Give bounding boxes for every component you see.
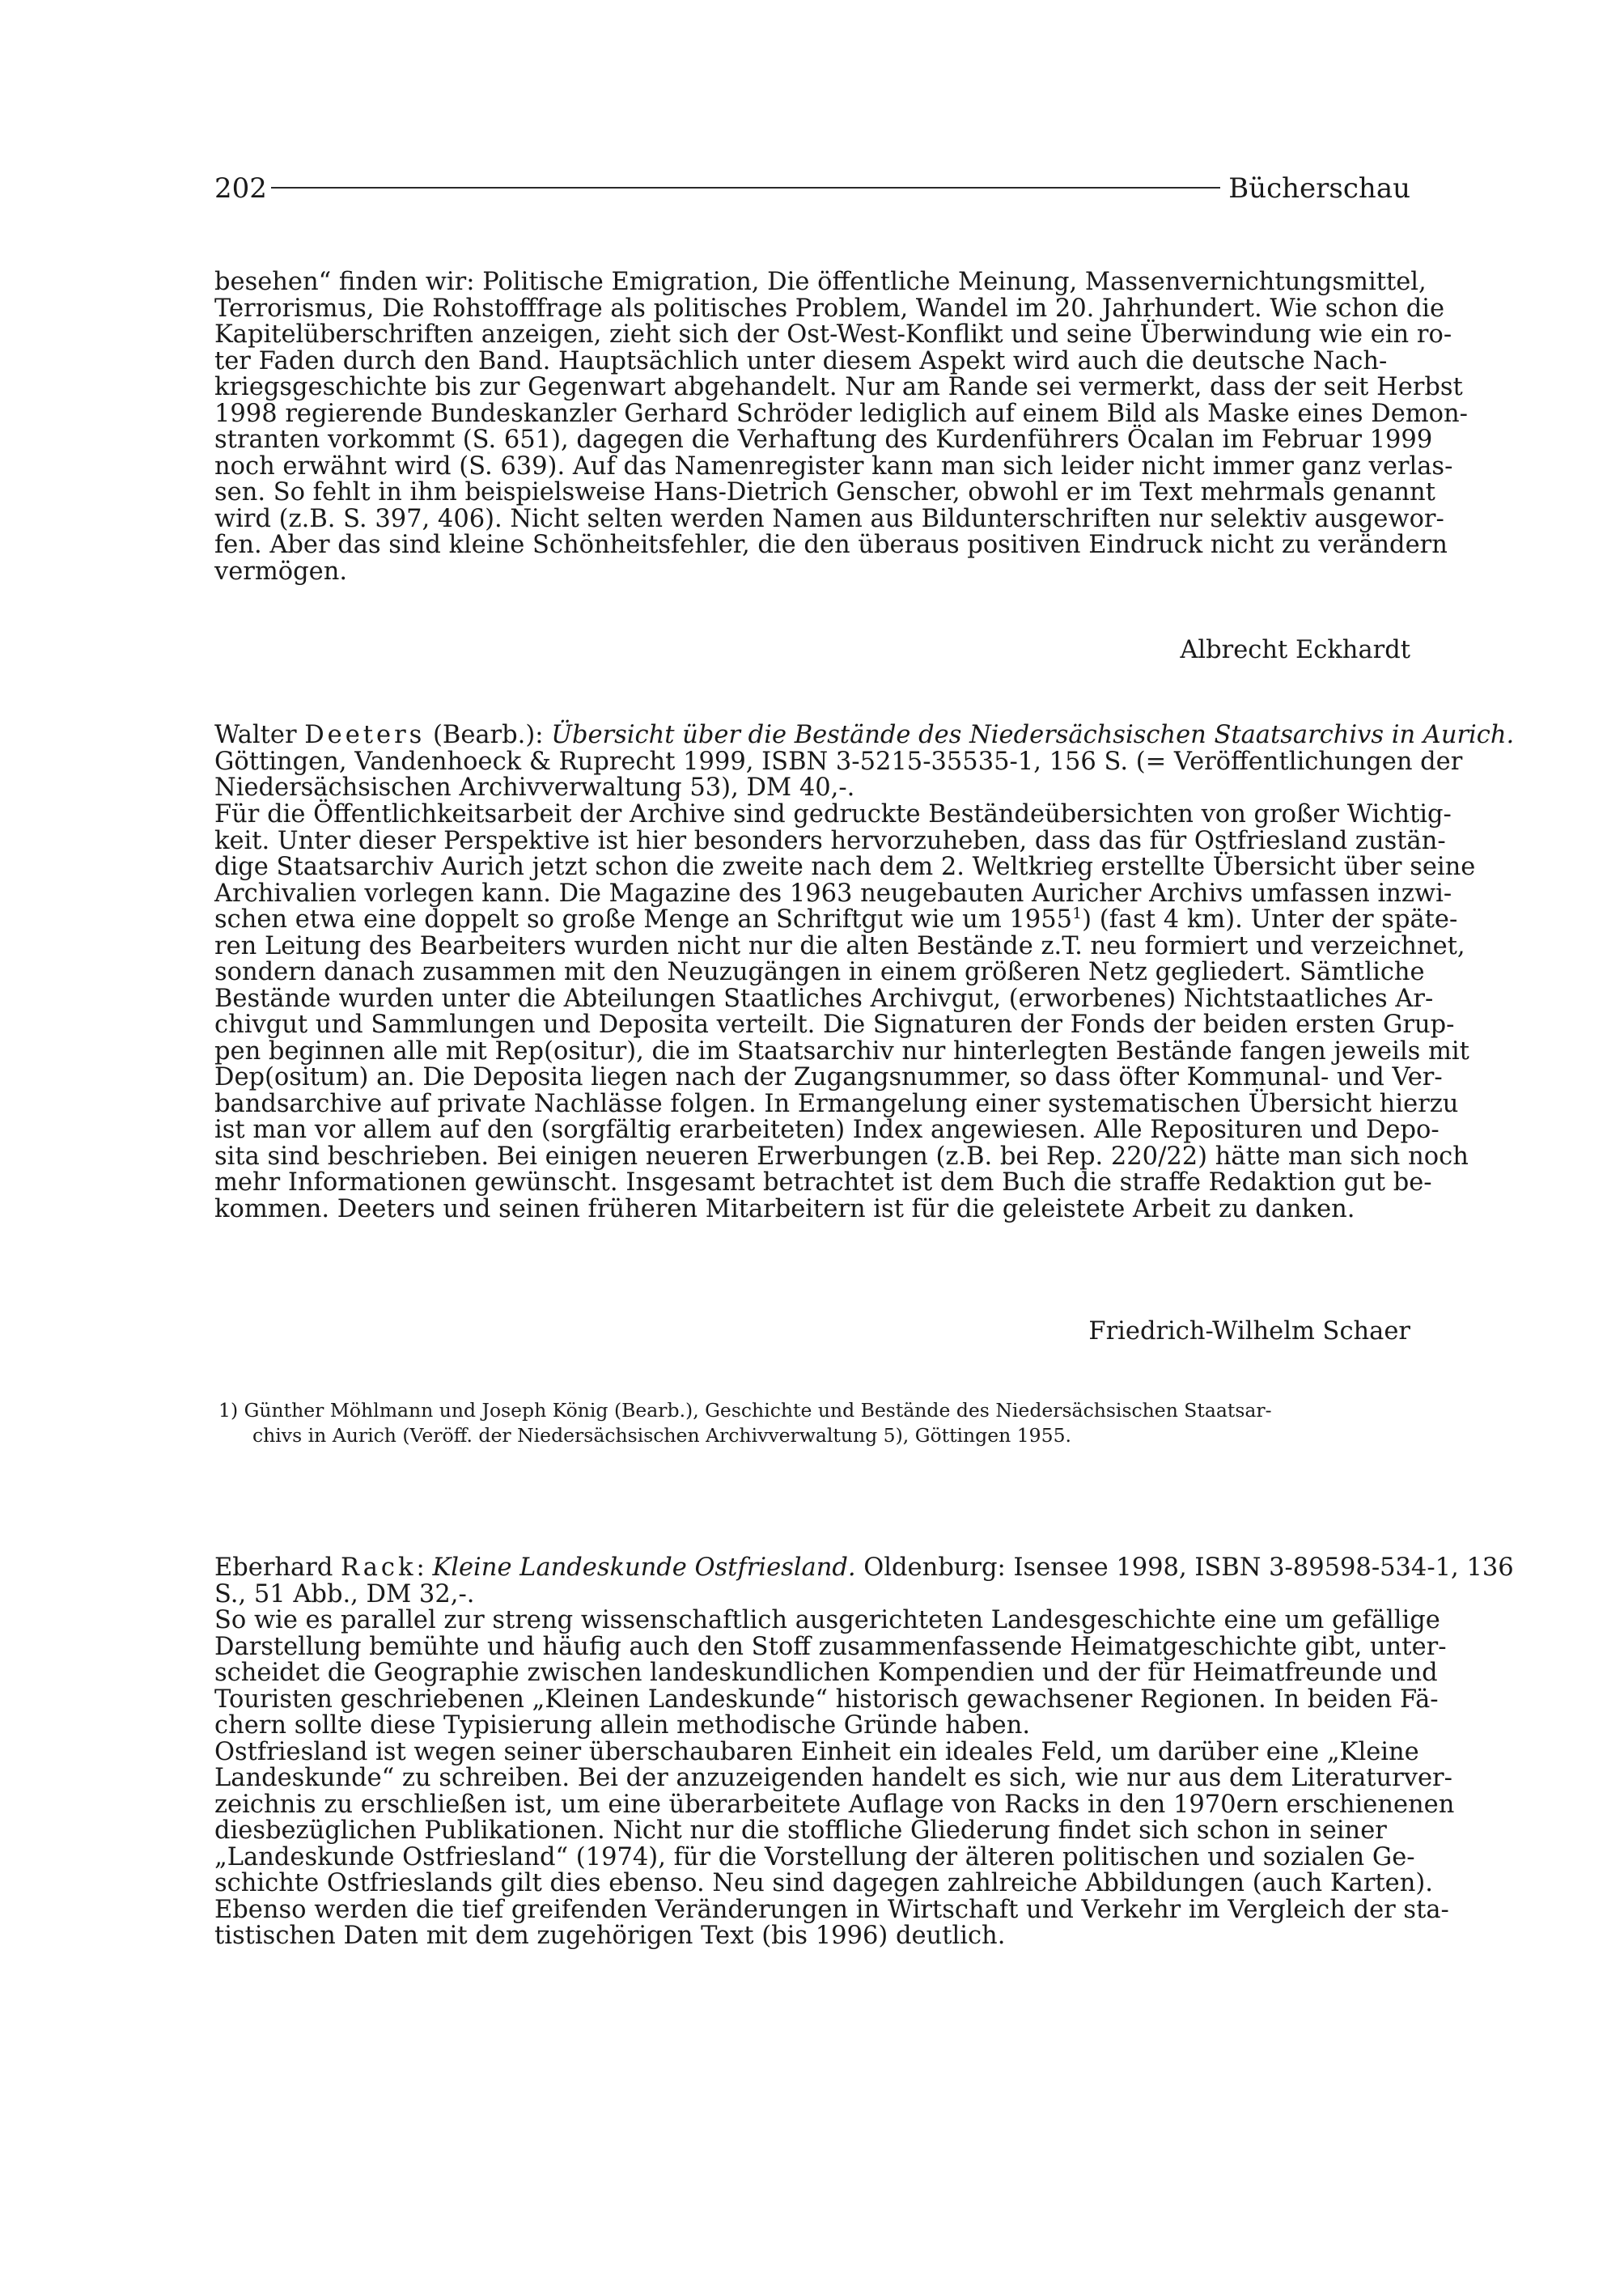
text-line: Für die Öffentlichkeitsarbeit der Archive sind gedruckte Beständeübersichten von großer Wichtig-	[214, 800, 1452, 829]
line-text: ) (fast 4 km). Unter der späte-	[1082, 905, 1458, 934]
text-line: chern sollte diese Typisierung allein methodische Gründe haben.	[214, 1711, 1031, 1740]
text-line: sita sind beschrieben. Bei einigen neueren Erwerbungen (z.B. bei Rep. 220/22) hätte man sich noch	[214, 1142, 1469, 1171]
review-2-bibliography	[214, 721, 1515, 802]
reviewer-signature: Friedrich-Wilhelm Schaer	[1088, 1317, 1410, 1346]
page-header	[214, 166, 1410, 214]
text-line: Kapitelüberschriften anzeigen, zieht sich der Ost-West-Konflikt und seine Überwindung wie ein ro-	[214, 320, 1452, 349]
page-number: 202	[214, 172, 267, 205]
text-line: Dep(ositum) an. Die Deposita liegen nach der Zugangsnummer, so dass öfter Kommunal- und Ver-	[214, 1063, 1443, 1091]
footnote-line: chivs in Aurich (Veröff. der Niedersächsischen Archivverwaltung 5), Göttingen 1955.	[252, 1424, 1071, 1447]
text-line: Darstellung bemühte und häufig auch den Stoff zusammenfassende Heimatgeschichte gibt, unter-	[214, 1632, 1447, 1661]
text-line: Göttingen, Vandenhoeck & Ruprecht 1999, ISBN 3-5215-35535-1, 156 S. (= Veröffentlichungen der	[214, 747, 1463, 776]
text-line: Terrorismus, Die Rohstofffrage als politisches Problem, Wandel im 20. Jahrhundert. Wie schon die	[214, 294, 1445, 323]
text-line: scheidet die Geographie zwischen landeskundlichen Kompendien und der für Heimatfreunde und	[214, 1659, 1438, 1687]
text-line: keit. Unter dieser Perspektive ist hier besonders hervorzuheben, dass das für Ostfriesland zustän-	[214, 826, 1446, 855]
text-line: Ostfriesland ist wegen seiner überschaubaren Einheit ein ideales Feld, um darüber eine „Kleine	[214, 1737, 1419, 1766]
text-line: dige Staatsarchiv Aurich jetzt schon die zweite nach dem 2. Weltkrieg erstellte Übersicht über seine	[214, 853, 1476, 881]
text-line: besehen“ finden wir: Politische Emigration, Die öffentliche Meinung, Massenvernichtungsmittel,	[214, 268, 1427, 296]
text-line: kriegsgeschichte bis zur Gegenwart abgehandelt. Nur am Rande sei vermerkt, dass der seit Herbst	[214, 373, 1463, 401]
text-line: Archivalien vorlegen kann. Die Magazine des 1963 neugebauten Auricher Archivs umfassen inzwi-	[214, 879, 1452, 908]
footnote-number: 1)	[218, 1399, 239, 1422]
text-line: chivgut und Sammlungen und Deposita verteilt. Die Signaturen der Fonds der beiden ersten Grup-	[214, 1011, 1455, 1039]
footnote-text: Günther Möhlmann und Joseph König (Bearb.), Geschichte und Bestände des Niedersächsischen Staatsar-	[244, 1399, 1272, 1422]
review-3	[214, 1553, 1514, 1950]
text-line: ren Leitung des Bearbeiters wurden nicht nur die alten Bestände z.T. neu formiert und verzeichnet,	[214, 931, 1465, 960]
footnote-line	[218, 1398, 1410, 1423]
footnote	[218, 1398, 1410, 1448]
text-line: sondern danach zusammen mit den Neuzugängen in einem größeren Netz gegliedert. Sämtliche	[214, 958, 1425, 986]
text-line: diesbezüglichen Publikationen. Nicht nur die stoffliche Gliederung findet sich schon in seiner	[214, 1816, 1387, 1845]
reviewer-signature: Albrecht Eckhardt	[1180, 636, 1410, 664]
bibliographic-line	[214, 721, 1515, 749]
text-line: Ebenso werden die tief greifenden Veränderungen in Wirtschaft und Verkehr im Vergleich der sta-	[214, 1895, 1449, 1924]
author-first-name: Walter	[214, 721, 305, 749]
review-2-body	[214, 800, 1476, 1223]
text-line: S., 51 Abb., DM 32,-.	[214, 1579, 475, 1608]
text-line: ter Faden durch den Band. Hauptsächlich unter diesem Aspekt wird auch die deutsche Nach-	[214, 346, 1388, 375]
text-line: bandsarchive auf private Nachlässe folgen. In Ermangelung einer systematischen Übersicht hierzu	[214, 1089, 1459, 1118]
footnote-marker: 1	[1072, 905, 1083, 922]
colon: :	[416, 1553, 433, 1582]
text-line: sen. So fehlt in ihm beispielsweise Hans-Dietrich Genscher, obwohl er im Text mehrmals genannt	[214, 478, 1435, 506]
text-line: schichte Ostfrieslands gilt dies ebenso. Neu sind dagegen zahlreiche Abbildungen (auch Karten).	[214, 1869, 1433, 1897]
text-line: Niedersächsischen Archivverwaltung 53), DM 40,-.	[214, 774, 855, 802]
text-line	[214, 905, 1458, 934]
running-title: Bücherschau	[1228, 172, 1410, 205]
review-1-body	[214, 268, 1468, 586]
text-line: vermögen.	[214, 557, 348, 586]
text-line: noch erwähnt wird (S. 639). Auf das Namenregister kann man sich leider nicht immer ganz verlas-	[214, 451, 1453, 481]
line-text: schen etwa eine doppelt so große Menge an Schriftgut wie um 1955	[214, 905, 1073, 934]
book-title: Kleine Landeskunde Ostfriesland.	[432, 1553, 856, 1582]
text-line: 1998 regierende Bundeskanzler Gerhard Schröder lediglich auf einem Bild als Maske eines Demon-	[214, 399, 1468, 428]
text-line: kommen. Deeters und seinen früheren Mitarbeitern ist für die geleistete Arbeit zu danken.	[214, 1194, 1355, 1223]
author-last-name: Rack	[341, 1553, 417, 1582]
header-rule	[271, 187, 1220, 189]
text-line: Landeskunde“ zu schreiben. Bei der anzuzeigenden handelt es sich, wie nur aus dem Literaturver-	[214, 1764, 1452, 1792]
text-line: fen. Aber das sind kleine Schönheitsfehler, die den überaus positiven Eindruck nicht zu verändern	[214, 531, 1448, 559]
text-line: tistischen Daten mit dem zugehörigen Text (bis 1996) deutlich.	[214, 1922, 1006, 1950]
text-line: pen beginnen alle mit Rep(ositur), die im Staatsarchiv nur hinterlegten Bestände fangen jeweils mit	[214, 1036, 1469, 1066]
text-line: „Landeskunde Ostfriesland“ (1974), für die Vorstellung der älteren politischen und sozialen Ge-	[214, 1842, 1415, 1871]
author-first-name: Eberhard	[214, 1553, 341, 1582]
text-line: ist man vor allem auf den (sorgfältig erarbeiteten) Index angewiesen. Alle Reposituren und Depo-	[214, 1116, 1440, 1144]
text-line: mehr Informationen gewünscht. Insgesamt betrachtet ist dem Buch die straffe Redaktion gut be-	[214, 1168, 1432, 1197]
book-title: Übersicht über die Bestände des Niedersächsischen Staatsarchivs in Aurich.	[551, 721, 1515, 749]
text-line: wird (z.B. S. 397, 406). Nicht selten werden Namen aus Bildunterschriften nur selektiv ausgewor-	[214, 504, 1444, 533]
text-line: stranten vorkommt (S. 651), dagegen die Verhaftung des Kurdenführers Öcalan im Februar 1999	[214, 426, 1433, 454]
bibliographic-line	[214, 1553, 1514, 1582]
editor-note: (Bearb.):	[425, 721, 552, 749]
text-line: Bestände wurden unter die Abteilungen Staatliches Archivgut, (erworbenes) Nichtstaatliches Ar-	[214, 984, 1434, 1013]
text-line: So wie es parallel zur streng wissenschaftlich ausgerichteten Landesgeschichte eine um gefällige	[214, 1606, 1440, 1634]
text-line: Touristen geschriebenen „Kleinen Landeskunde“ historisch gewachsener Regionen. In beiden Fä-	[214, 1685, 1439, 1714]
bibliographic-details: Oldenburg: Isensee 1998, ISBN 3-89598-534-1, 136	[855, 1553, 1514, 1582]
text-line: zeichnis zu erschließen ist, um eine überarbeitete Auflage von Racks in den 1970ern erschienenen	[214, 1790, 1455, 1819]
author-last-name: Deeters	[304, 721, 426, 749]
